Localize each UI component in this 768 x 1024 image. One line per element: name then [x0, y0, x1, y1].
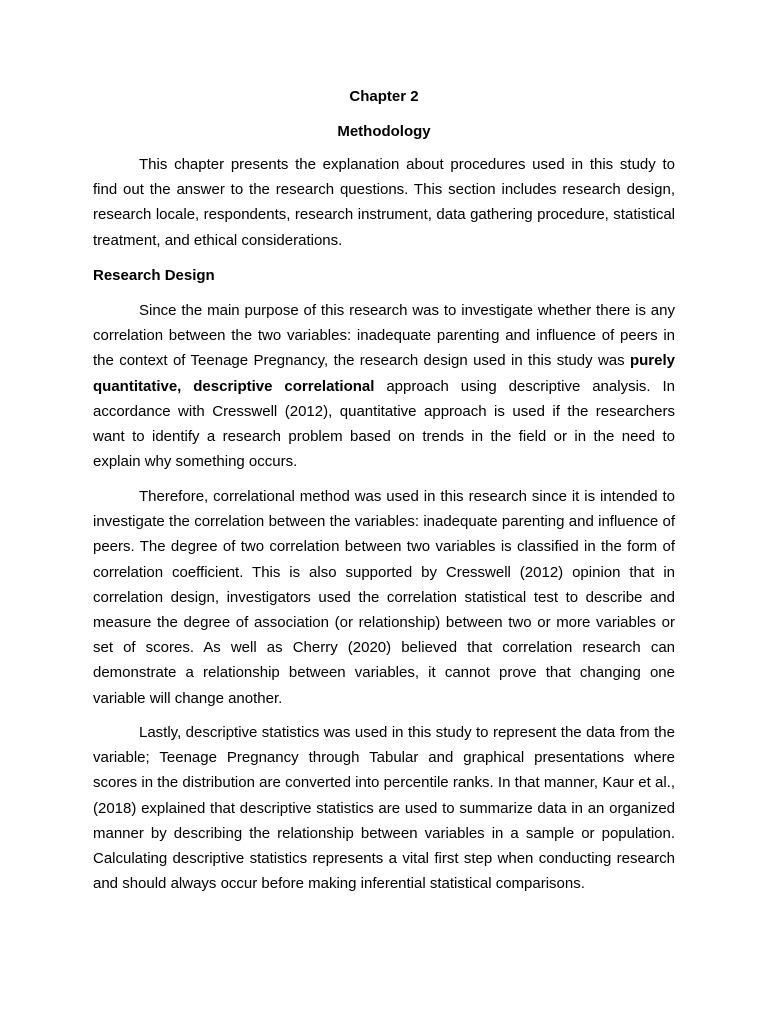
intro-paragraph: This chapter presents the explanation about procedures used in this study to find out the answer to the research questions. This section includes research design, research locale, respondents, research instrument, data gathering procedure, statistical treatment, and ethical considerations.: [93, 156, 675, 249]
paragraph-1-text-end: approach using descriptive analysis. In accordance with Cresswell (2012), quantitative approach is used if the researchers want to identify a research problem based on trends in the field or in the need to explain why something occurs.: [93, 377, 675, 471]
research-design-paragraph-3: Lastly, descriptive statistics was used in this study to represent the data from the variable; Teenage Pregnancy through Tabular and graphical presentations where scores in the distribution are converted into percentile ranks. In that manner, Kaur et al., (2018) explained that descriptive statistics are used to summarize data in an organized manner by describing the relationship between variables in a sample or population. Calculating descriptive statistics represents a vital first step when conducting research and should always occur before making inferential statistical comparisons.: [93, 724, 675, 893]
research-design-paragraph-2: Therefore, correlational method was used in this research since it is intended to investigate the correlation between the variables: inadequate parenting and influence of peers. The degree of two correlation between two variables is classified in the form of correlation coefficient. This is also supported by Cresswell (2012) opinion that in correlation design, investigators used the correlation statistical test to describe and measure the degree of association (or relationship) between two or more variables or set of scores. As well as Cherry (2020) believed that correlation research can demonstrate a relationship between variables, it cannot prove that changing one variable will change another.: [93, 488, 675, 707]
research-design-paragraph-1-block: [93, 298, 675, 474]
research-design-paragraph-3-block: [93, 720, 675, 896]
research-design-paragraph-1: [93, 298, 675, 474]
paragraph-1-text-start: Since the main purpose of this research was to investigate whether there is any correlation between the two variables: inadequate parenting and influence of peers in the context of Teenage Pregnancy, the research design used in this study was: [93, 302, 675, 370]
research-design-heading: Research Design: [93, 267, 215, 284]
paragraph-1-bold-phrase: purely quantitative, descriptive correlational: [93, 352, 675, 395]
research-design-paragraph-2-block: [93, 484, 675, 711]
chapter-label: Chapter 2: [349, 88, 419, 105]
intro-section: [93, 152, 675, 253]
chapter-title: Methodology: [337, 123, 431, 140]
research-design-heading-block: [93, 263, 675, 288]
